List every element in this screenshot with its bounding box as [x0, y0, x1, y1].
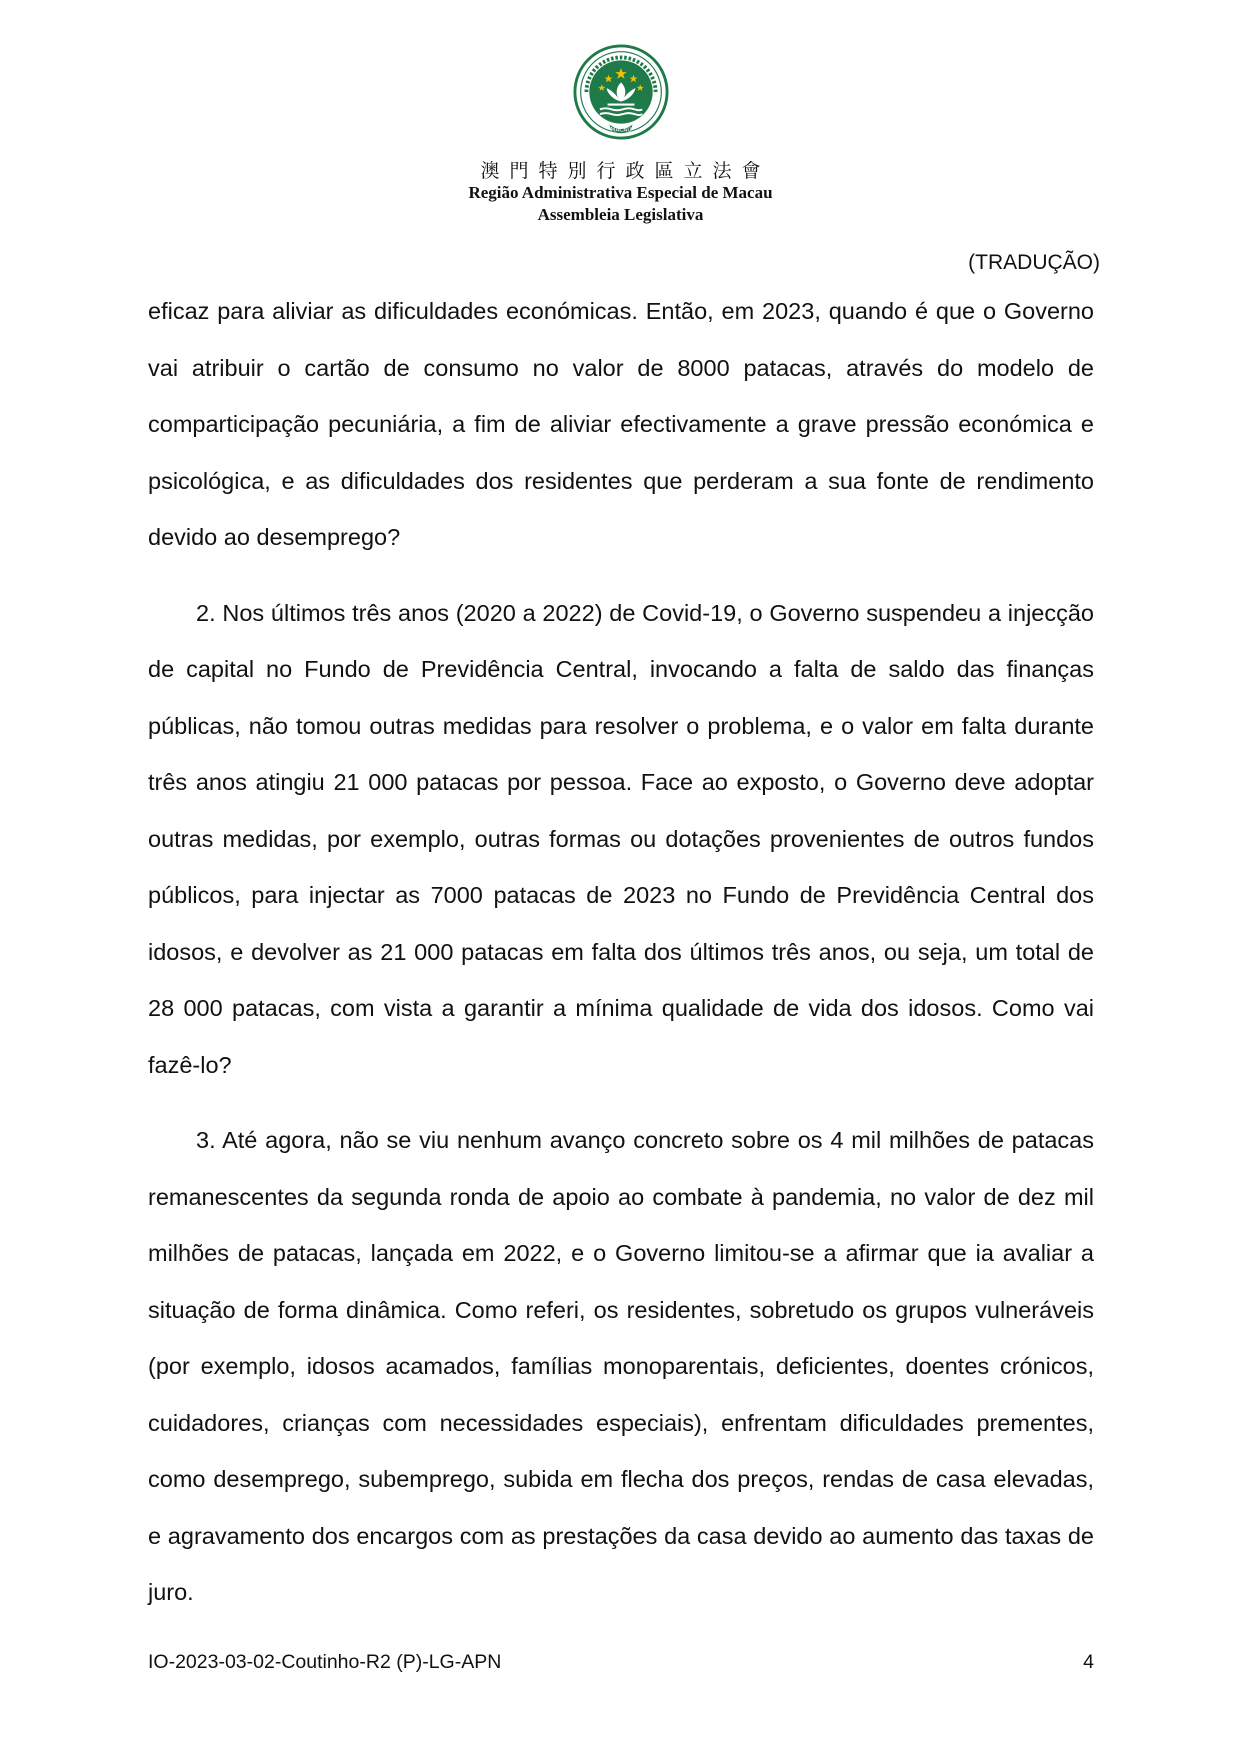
paragraph-continuation: eficaz para aliviar as dificuldades económicas. Então, em 2023, quando é que o Governo vai atribuir o cartão de consumo no valor de 8000 patacas, através do modelo de comparticipação pecuniária, a fim de aliviar efectivamente a grave pressão económica e psicológica, e as dificuldades dos residentes que perderam a sua fonte de rendimento devido ao desemprego?: [148, 298, 1094, 550]
paragraph-question-2: 2. Nos últimos três anos (2020 a 2022) de Covid-19, o Governo suspendeu a injecção de capital no Fundo de Previdência Central, invocando a falta de saldo das finanças públicas, não tomou outras medidas para resolver o problema, e o valor em falta durante três anos atingiu 21 000 patacas por pessoa. Face ao exposto, o Governo deve adoptar outras medidas, por exemplo, outras formas ou dotações provenientes de outros fundos públicos, para injectar as 7000 patacas de 2023 no Fundo de Previdência Central dos idosos, e devolver as 21 000 patacas em falta dos últimos três anos, ou seja, um total de 28 000 patacas, com vista a garantir a mínima qualidade de vida dos idosos. Como vai fazê-lo?: [148, 599, 1094, 1078]
page-header: [0, 44, 1241, 226]
translation-tag: (TRADUÇÃO): [968, 251, 1100, 274]
page-footer: [148, 1650, 1094, 1674]
macau-emblem-icon: [573, 44, 669, 140]
header-chinese-title: 澳門特別行政區立法會: [480, 160, 771, 182]
header-region-name: Região Administrativa Especial de Macau: [468, 183, 773, 202]
paragraph-question-3: 3. Até agora, não se viu nenhum avanço concreto sobre os 4 mil milhões de patacas remanescentes da segunda ronda de apoio ao combate à pandemia, no valor de dez mil milhões de patacas, lançada em 2022, e o Governo limitou-se a afirmar que ia avaliar a situação de forma dinâmica. Como referi, os residentes, sobretudo os grupos vulneráveis (por exemplo, idosos acamados, famílias monoparentais, deficientes, doentes crónicos, cuidadores, crianças com necessidades especiais), enfrentam dificuldades prementes, como desemprego, subemprego, subida em flecha dos preços, rendas de casa elevadas, e agravamento dos encargos com as prestações da casa devido ao aumento das taxas de juro.: [148, 1127, 1094, 1605]
document-body: [148, 283, 1094, 1621]
header-assembly-name: Assembleia Legislativa: [537, 205, 704, 224]
document-reference: IO-2023-03-02-Coutinho-R2 (P)-LG-APN: [148, 1651, 502, 1673]
page-number: 4: [1083, 1651, 1094, 1673]
emblem-seal-text: MACAU: [610, 127, 631, 134]
